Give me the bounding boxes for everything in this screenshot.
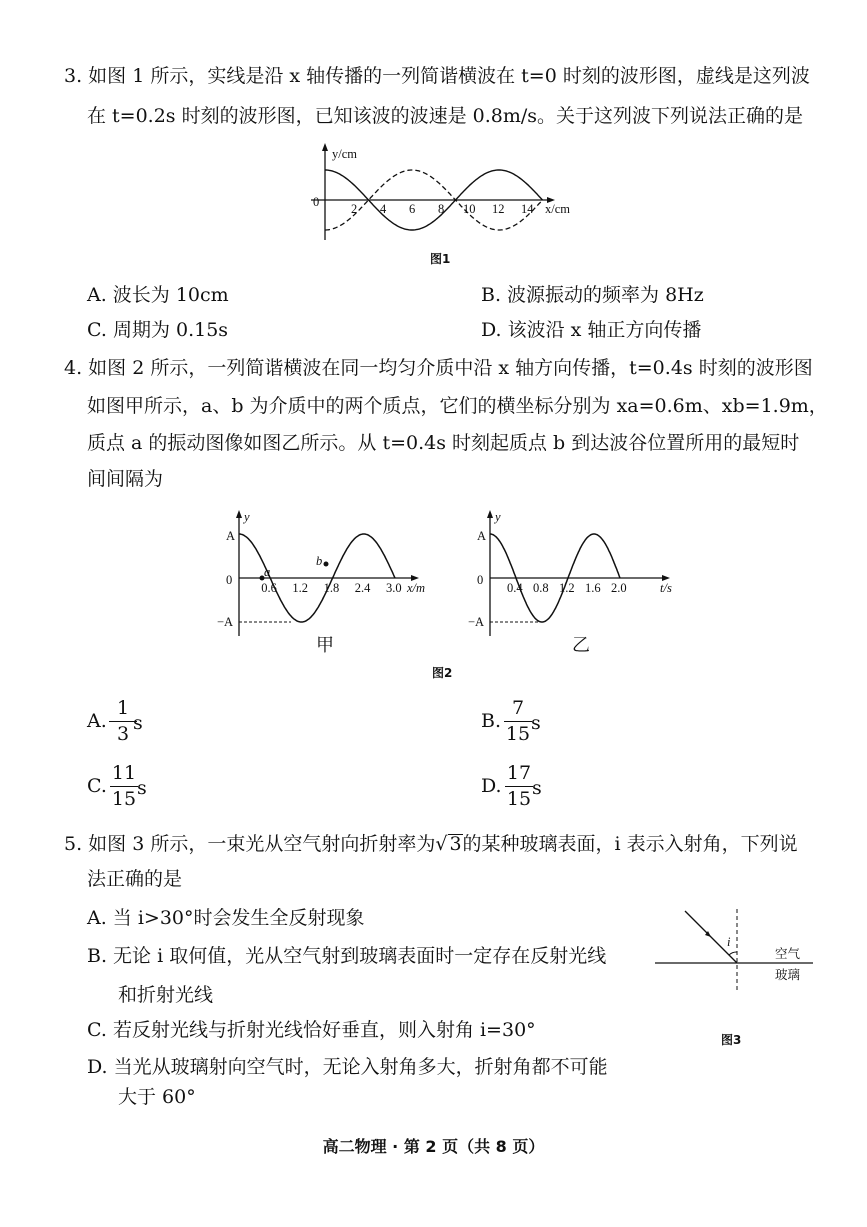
fig1-tick-8: 8 bbox=[438, 202, 445, 216]
q4-stem-line2: 如图甲所示，a、b 为介质中的两个质点，它们的横坐标分别为 xa=0.6m、xb=1.9m， bbox=[87, 395, 828, 417]
q4-option-b-fraction bbox=[504, 699, 532, 744]
fig2-left-origin: 0 bbox=[226, 573, 233, 587]
fig1-xlabel: x/cm bbox=[545, 202, 570, 216]
fig2-left-tick-1.2: 1.2 bbox=[292, 581, 309, 595]
fig3-air-label: 空气 bbox=[775, 947, 801, 961]
fig1-tick-14: 14 bbox=[521, 202, 534, 216]
q5-option-c[interactable]: C. 若反射光线与折射光线恰好垂直，则入射角 i=30° bbox=[87, 1019, 536, 1041]
fig2-right-origin: 0 bbox=[477, 573, 484, 587]
q4-option-b-unit: s bbox=[531, 712, 541, 734]
q4-option-c-den: 15 bbox=[111, 788, 137, 810]
q5-stem-pre: 5. 如图 3 所示，一束光从空气射向折射率为 bbox=[64, 833, 436, 855]
sqrt-symbol: √ bbox=[435, 833, 448, 855]
q5-option-d-line2[interactable]: 大于 60° bbox=[118, 1086, 196, 1108]
figure-3-caption: 图3 bbox=[721, 1033, 742, 1047]
fig3-glass-label: 玻璃 bbox=[775, 968, 801, 982]
fig2-left-ylabel: y bbox=[244, 510, 250, 524]
figure-3-refraction bbox=[655, 905, 815, 995]
fig2-left-amp-pos: A bbox=[226, 529, 236, 543]
q4-option-d-fraction bbox=[505, 764, 533, 809]
fig1-ylabel: y/cm bbox=[332, 147, 357, 161]
q4-option-c-label: C. bbox=[87, 775, 107, 797]
q4-option-b-label: B. bbox=[481, 710, 502, 732]
q5-option-b-line1[interactable]: B. 无论 i 取何值，光从空气射到玻璃表面时一定存在反射光线 bbox=[87, 945, 607, 967]
fig1-origin: 0 bbox=[313, 195, 320, 209]
fig3-angle-label: i bbox=[727, 935, 731, 949]
fig1-tick-6: 6 bbox=[409, 202, 416, 216]
q4-stem-line1: 4. 如图 2 所示，一列简谐横波在同一均匀介质中沿 x 轴方向传播，t=0.4s 时刻的波形图 bbox=[64, 357, 813, 379]
figure-1-caption: 图1 bbox=[430, 252, 451, 266]
q4-option-c-fraction bbox=[110, 764, 138, 809]
fig2-left-tick-2.4: 2.4 bbox=[354, 581, 371, 595]
fig2-point-b: b bbox=[316, 554, 323, 568]
q5-stem-line1 bbox=[64, 834, 798, 854]
fig2-right-tick-2.0: 2.0 bbox=[611, 581, 627, 595]
q4-option-c-num: 11 bbox=[110, 764, 138, 787]
fig2-left-xlabel: x/m bbox=[407, 581, 426, 595]
q4-option-d-den: 15 bbox=[506, 788, 532, 810]
figure-1-wave-graph bbox=[305, 140, 595, 250]
q3-stem-line2: 在 t=0.2s 时刻的波形图，已知该波的波速是 0.8m/s。关于这列波下列说法正确的是 bbox=[87, 105, 804, 127]
fig2-left-tick-1.8: 1.8 bbox=[323, 581, 340, 595]
fig2-right-tick-1.6: 1.6 bbox=[585, 581, 601, 595]
q4-option-a-den: 3 bbox=[116, 723, 130, 745]
fig2-right-xlabel: t/s bbox=[660, 581, 672, 595]
fig2-right-label: 乙 bbox=[572, 635, 590, 656]
q4-option-d-label: D. bbox=[481, 775, 502, 797]
fig1-tick-2: 2 bbox=[351, 202, 358, 216]
fig2-left-tick-0.6: 0.6 bbox=[261, 581, 277, 595]
fig2-point-a: a bbox=[264, 565, 271, 579]
figure-2-left-wave bbox=[215, 508, 445, 638]
q4-stem-line4: 间间隔为 bbox=[87, 468, 164, 490]
q3-option-b[interactable]: B. 波源振动的频率为 8Hz bbox=[481, 284, 704, 306]
fig2-left-label: 甲 bbox=[316, 635, 334, 656]
q4-option-c-unit: s bbox=[137, 777, 147, 799]
q3-option-d[interactable]: D. 该波沿 x 轴正方向传播 bbox=[481, 319, 702, 341]
q5-option-d-line1[interactable]: D. 当光从玻璃射向空气时，无论入射角多大，折射角都不可能 bbox=[87, 1056, 608, 1078]
q4-option-a-label: A. bbox=[87, 710, 107, 732]
q5-option-b-line2[interactable]: 和折射光线 bbox=[118, 984, 214, 1006]
fig2-right-amp-pos: A bbox=[477, 529, 487, 543]
fig2-left-tick-3.0: 3.0 bbox=[386, 581, 402, 595]
page-footer: 高二物理 · 第 2 页（共 8 页） bbox=[322, 1137, 545, 1156]
q4-option-b-den: 15 bbox=[505, 723, 531, 745]
q4-option-a-unit: s bbox=[133, 712, 143, 734]
q3-option-c[interactable]: C. 周期为 0.15s bbox=[87, 319, 229, 341]
fig2-right-tick-0.4: 0.4 bbox=[507, 581, 523, 595]
q4-option-d-num: 17 bbox=[505, 764, 533, 787]
q5-radicand: 3 bbox=[449, 833, 462, 855]
q5-stem-post: 的某种玻璃表面，i 表示入射角，下列说 bbox=[462, 833, 798, 855]
fig1-tick-12: 12 bbox=[492, 202, 505, 216]
fig1-tick-10: 10 bbox=[463, 202, 476, 216]
q5-option-a[interactable]: A. 当 i>30°时会发生全反射现象 bbox=[87, 907, 365, 929]
figure-2-right-vibration bbox=[470, 508, 700, 638]
fig2-left-amp-neg: −A bbox=[217, 615, 234, 629]
fig2-right-tick-0.8: 0.8 bbox=[533, 581, 549, 595]
fig1-tick-4: 4 bbox=[380, 202, 387, 216]
q5-stem-line2: 法正确的是 bbox=[87, 868, 183, 890]
q4-stem-line3: 质点 a 的振动图像如图乙所示。从 t=0.4s 时刻起质点 b 到达波谷位置所用的最短时 bbox=[87, 432, 800, 454]
q3-option-a[interactable]: A. 波长为 10cm bbox=[87, 284, 229, 306]
figure-2-caption: 图2 bbox=[432, 666, 453, 680]
fig2-right-amp-neg: −A bbox=[468, 615, 485, 629]
q4-option-b-num: 7 bbox=[504, 699, 532, 722]
q4-option-d-unit: s bbox=[532, 777, 542, 799]
fig2-right-ylabel: y bbox=[495, 510, 501, 524]
q4-option-a-num: 1 bbox=[109, 699, 137, 722]
fig2-right-tick-1.2: 1.2 bbox=[559, 581, 575, 595]
q3-stem-line1: 3. 如图 1 所示，实线是沿 x 轴传播的一列简谐横波在 t=0 时刻的波形图，虚线是这列波 bbox=[64, 65, 810, 87]
